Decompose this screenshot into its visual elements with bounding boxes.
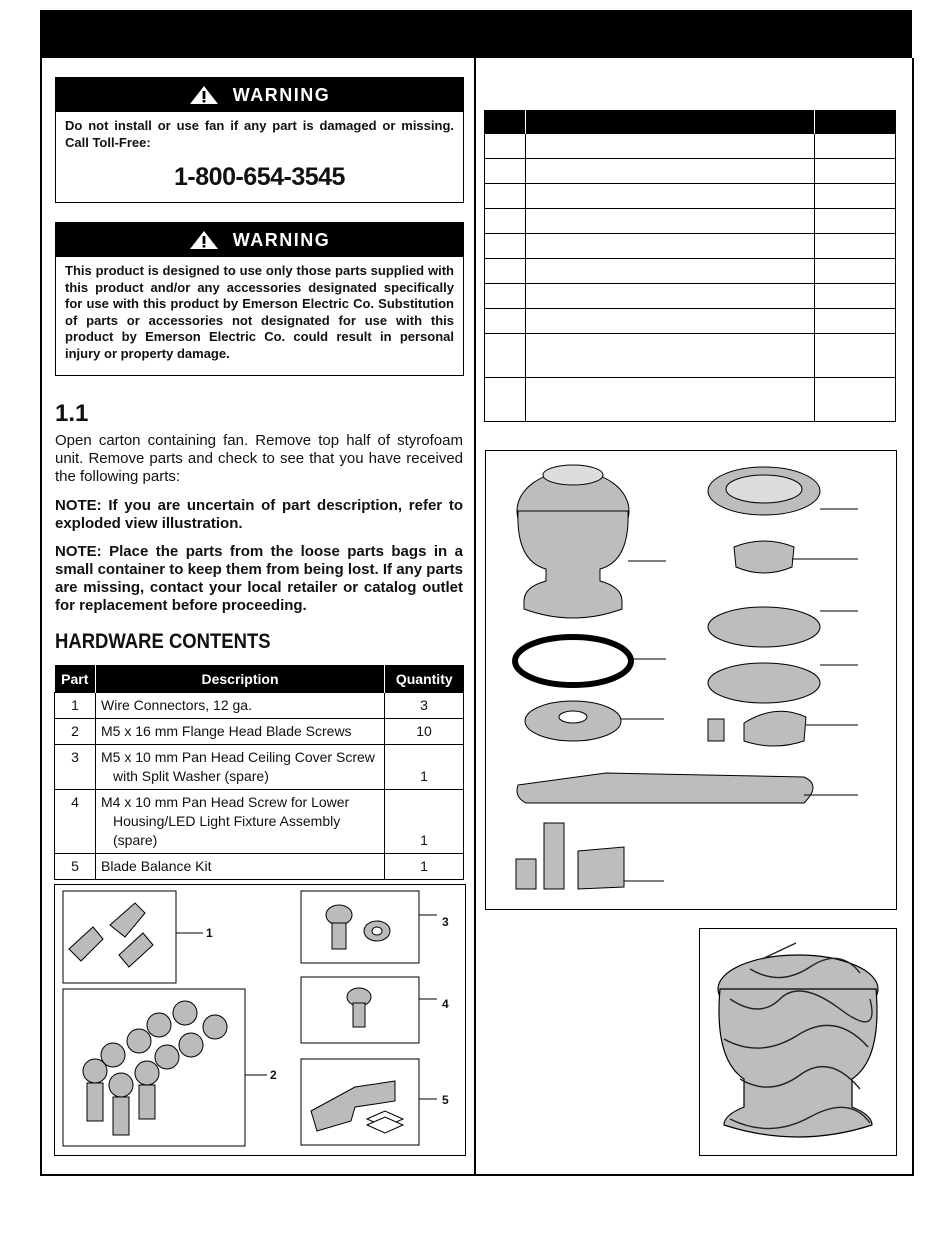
intro-paragraph: Open carton containing fan. Remove top half of styrofoam unit. Remove parts and check to see that you have received the following parts: — [55, 432, 463, 485]
table-row — [485, 259, 896, 284]
part-quantity: 1 — [385, 745, 464, 790]
warning-box-parts — [55, 222, 464, 376]
hardware-illustration — [54, 884, 466, 1156]
warning-header — [56, 78, 463, 112]
callout-5: 5 — [442, 1093, 449, 1107]
warning-text: This product is designed to use only those parts supplied with this product and/or any accessories designated specifically for use with this product by Emerson Electric Co. Substitution of parts or accessories not designated for use with this product by Emerson Electric Co. could result in personal injury or property damage. — [65, 263, 454, 361]
column-divider — [474, 58, 476, 1176]
bagged-motor-drawing — [700, 929, 896, 1155]
note-part-description: NOTE: If you are uncertain of part description, refer to exploded view illustration. — [55, 497, 463, 532]
warning-header — [56, 223, 463, 257]
callout-1: 1 — [206, 926, 213, 940]
parts-illustration — [485, 450, 897, 910]
bagged-motor-illustration — [699, 928, 897, 1156]
parts-list-table — [484, 110, 896, 422]
header-part: Part — [55, 665, 96, 693]
header-description: Description — [96, 665, 385, 693]
part-quantity: 1 — [385, 790, 464, 854]
table-row — [55, 693, 464, 719]
part-number: 1 — [55, 693, 96, 719]
callout-3: 3 — [442, 915, 449, 929]
warning-label: WARNING — [232, 229, 331, 250]
warning-box-damaged — [55, 77, 464, 203]
warning-triangle-icon — [189, 85, 219, 105]
table-row — [485, 309, 896, 334]
table-row — [55, 854, 464, 880]
part-number: 4 — [55, 790, 96, 854]
table-header-row — [485, 111, 896, 134]
part-description: Blade Balance Kit — [96, 854, 385, 880]
table-row — [485, 209, 896, 234]
section-number: 1.1 — [55, 400, 89, 427]
warning-label: WARNING — [232, 84, 331, 105]
table-row — [55, 719, 464, 745]
table-row — [55, 745, 464, 790]
table-row — [485, 234, 896, 259]
parts-drawing — [486, 451, 896, 909]
header-bar — [40, 10, 912, 58]
table-row — [55, 790, 464, 854]
table-row — [485, 134, 896, 159]
callout-2: 2 — [270, 1068, 277, 1082]
part-number: 2 — [55, 719, 96, 745]
part-number: 5 — [55, 854, 96, 880]
hardware-contents-title: HARDWARE CONTENTS — [55, 630, 271, 653]
hardware-table — [54, 665, 464, 880]
table-row — [485, 159, 896, 184]
header-quantity: Quantity — [385, 665, 464, 693]
table-row — [485, 378, 896, 422]
hardware-drawing — [55, 885, 465, 1155]
warning-triangle-icon — [189, 230, 219, 250]
part-description: M5 x 16 mm Flange Head Blade Screws — [96, 719, 385, 745]
part-quantity: 1 — [385, 854, 464, 880]
callout-4: 4 — [442, 997, 449, 1011]
part-quantity: 3 — [385, 693, 464, 719]
part-quantity: 10 — [385, 719, 464, 745]
table-row — [485, 334, 896, 378]
table-row — [485, 284, 896, 309]
toll-free-phone: 1-800-654-3545 — [174, 163, 345, 191]
part-description: M4 x 10 mm Pan Head Screw for Lower Housing/LED Light Fixture Assembly (spare) — [96, 790, 385, 854]
part-description: M5 x 10 mm Pan Head Ceiling Cover Screw with Split Washer (spare) — [96, 745, 385, 790]
table-row — [485, 184, 896, 209]
part-number: 3 — [55, 745, 96, 790]
note-loose-parts: NOTE: Place the parts from the loose parts bags in a small container to keep them from being lost. If any parts are missing, contact your local retailer or catalog outlet for replacement before proceeding. — [55, 543, 463, 614]
warning-text: Do not install or use fan if any part is damaged or missing. Call Toll-Free: — [65, 118, 454, 150]
part-description: Wire Connectors, 12 ga. — [96, 693, 385, 719]
